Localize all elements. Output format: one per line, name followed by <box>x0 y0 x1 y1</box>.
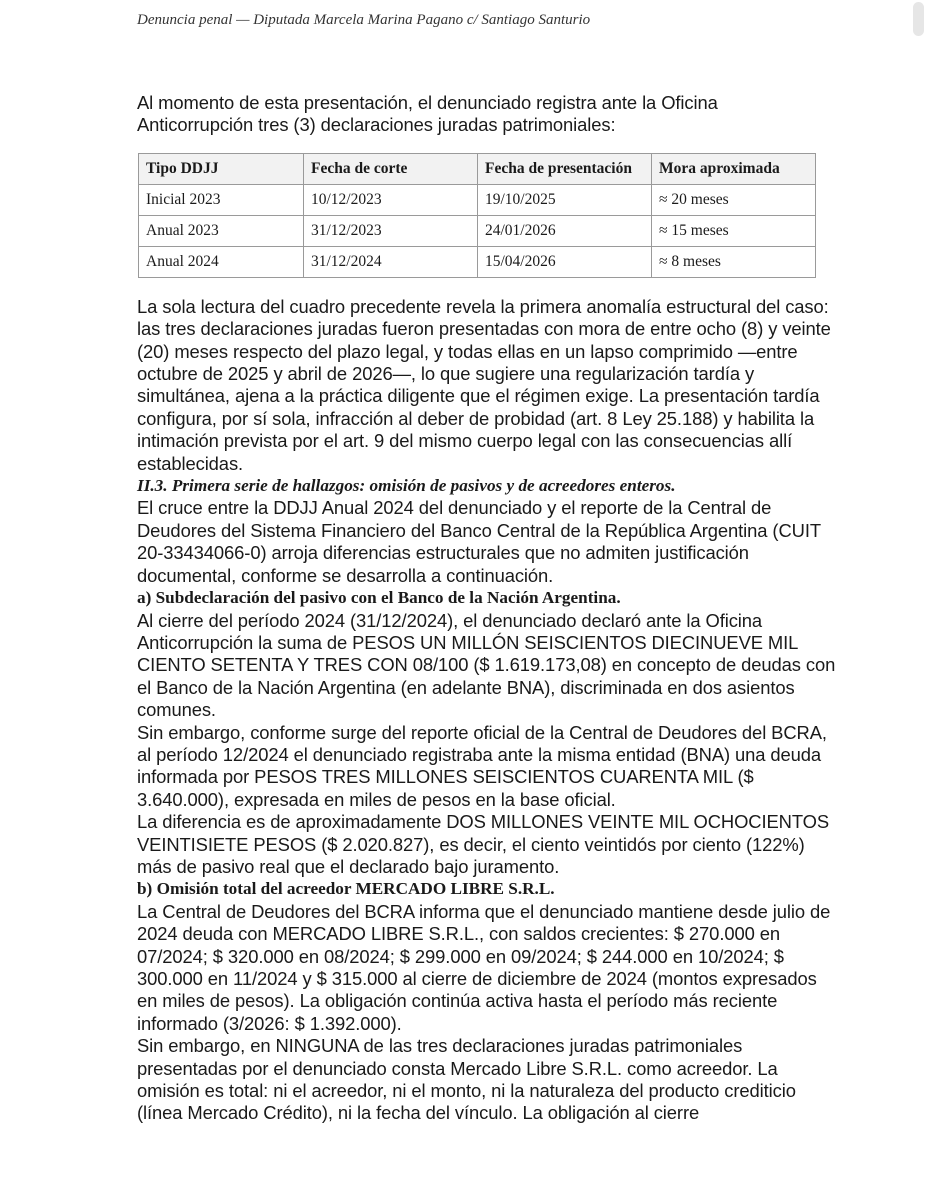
difference-paragraph: La diferencia es de aproximadamente DOS MILLONES VEINTE MIL OCHOCIENTOS VEINTISIETE PESOS ($ 2.020.827), es decir, el ciento veintidós por ciento (122%) más de pasivo real que el declarado bajo juramento. <box>137 811 830 877</box>
ddjj-table <box>138 153 816 278</box>
table-cell: ≈ 20 meses <box>652 184 816 215</box>
table-row <box>139 184 816 215</box>
subheading-b: b) Omisión total del acreedor MERCADO LIBRE S.R.L. <box>137 879 555 899</box>
table-header-row <box>139 153 816 184</box>
analysis-paragraph: La sola lectura del cuadro precedente revela la primera anomalía estructural del caso: las tres declaraciones juradas fueron presentadas con mora de entre ocho (8) y veinte (20) meses respecto del plazo legal, y todas ellas en un lapso comprimido —entre octubre de 2025 y abril de 2026—, lo que sugiere una regularización tardía y simultánea, ajena a la práctica diligente que el régimen exige. La presentación tardía configura, por sí sola, infracción al deber de probidad (art. 8 Ley 25.188) y habilita la intimación prevista por el art. 9 del mismo cuerpo legal con las consecuencias allí establecidas. <box>137 295 831 474</box>
column-header: Fecha de corte <box>304 153 478 184</box>
table-cell: ≈ 8 meses <box>652 246 816 277</box>
running-header: Denuncia penal — Diputada Marcela Marina Pagano c/ Santiago Santurio <box>137 12 591 28</box>
mercado-libre-paragraph: La Central de Deudores del BCRA informa que el denunciado mantiene desde julio de 2024 deuda con MERCADO LIBRE S.R.L., con saldos crecientes: $ 270.000 en 07/2024; $ 320.000 en 08/2024; $ 299.000 en 09/2024; $ 244.000 en 10/2024; $ 300.000 en 11/2024 y $ 315.000 al cierre de diciembre de 2024 (montos expresados en miles de pesos). La obligación continúa activa hasta el período más reciente informado (3/2026: $ 1.392.000). <box>137 900 831 1034</box>
table-row <box>139 246 816 277</box>
table-cell: 24/01/2026 <box>478 215 652 246</box>
table-cell: 15/04/2026 <box>478 246 652 277</box>
table-cell: ≈ 15 meses <box>652 215 816 246</box>
table-cell: Anual 2024 <box>139 246 304 277</box>
section-heading-ii3: II.3. Primera serie de hallazgos: omisión de pasivos y de acreedores enteros. <box>137 476 676 496</box>
bna-declared-paragraph: Al cierre del período 2024 (31/12/2024), el denunciado declaró ante la Oficina Anticorrupción la suma de PESOS UN MILLÓN SEISCIENTOS DIECINUEVE MIL CIENTO SETENTA Y TRES CON 08/100 ($ 1.619.173,08) en concepto de deudas con el Banco de la Nación Argentina (en adelante BNA), discriminada en dos asientos comunes. <box>137 609 836 721</box>
table-row <box>139 215 816 246</box>
table-cell: 31/12/2024 <box>304 246 478 277</box>
omission-paragraph: Sin embargo, en NINGUNA de las tres declaraciones juradas patrimoniales presentadas por el denunciado consta Mercado Libre S.R.L. como acreedor. La omisión es total: ni el acreedor, ni el monto, ni la naturaleza del producto crediticio (línea Mercado Crédito), ni la fecha del vínculo. La obligación al cierre <box>137 1035 796 1124</box>
column-header: Mora aproximada <box>652 153 816 184</box>
column-header: Tipo DDJJ <box>139 153 304 184</box>
table-cell: 31/12/2023 <box>304 215 478 246</box>
cross-check-paragraph: El cruce entre la DDJJ Anual 2024 del denunciado y el reporte de la Central de Deudores del Sistema Financiero del Banco Central de la República Argentina (CUIT 20-33434066-0) arroja diferencias estructurales que no admiten justificación documental, conforme se desarrolla a continuación. <box>137 497 821 586</box>
subheading-a: a) Subdeclaración del pasivo con el Banco de la Nación Argentina. <box>137 588 621 608</box>
table-cell: 10/12/2023 <box>304 184 478 215</box>
table-cell: Inicial 2023 <box>139 184 304 215</box>
bna-reported-paragraph: Sin embargo, conforme surge del reporte oficial de la Central de Deudores del BCRA, al período 12/2024 el denunciado registraba ante la misma entidad (BNA) una deuda informada por PESOS TRES MILLONES SEISCIENTOS CUARENTA MIL ($ 3.640.000), expresada en miles de pesos en la base oficial. <box>137 721 827 810</box>
intro-paragraph: Al momento de esta presentación, el denunciado registra ante la Oficina Anticorrupción tres (3) declaraciones juradas patrimoniales: <box>137 92 718 136</box>
table-cell: Anual 2023 <box>139 215 304 246</box>
table-cell: 19/10/2025 <box>478 184 652 215</box>
column-header: Fecha de presentación <box>478 153 652 184</box>
scrollbar-thumb[interactable] <box>913 2 924 36</box>
document-body <box>137 92 837 1125</box>
